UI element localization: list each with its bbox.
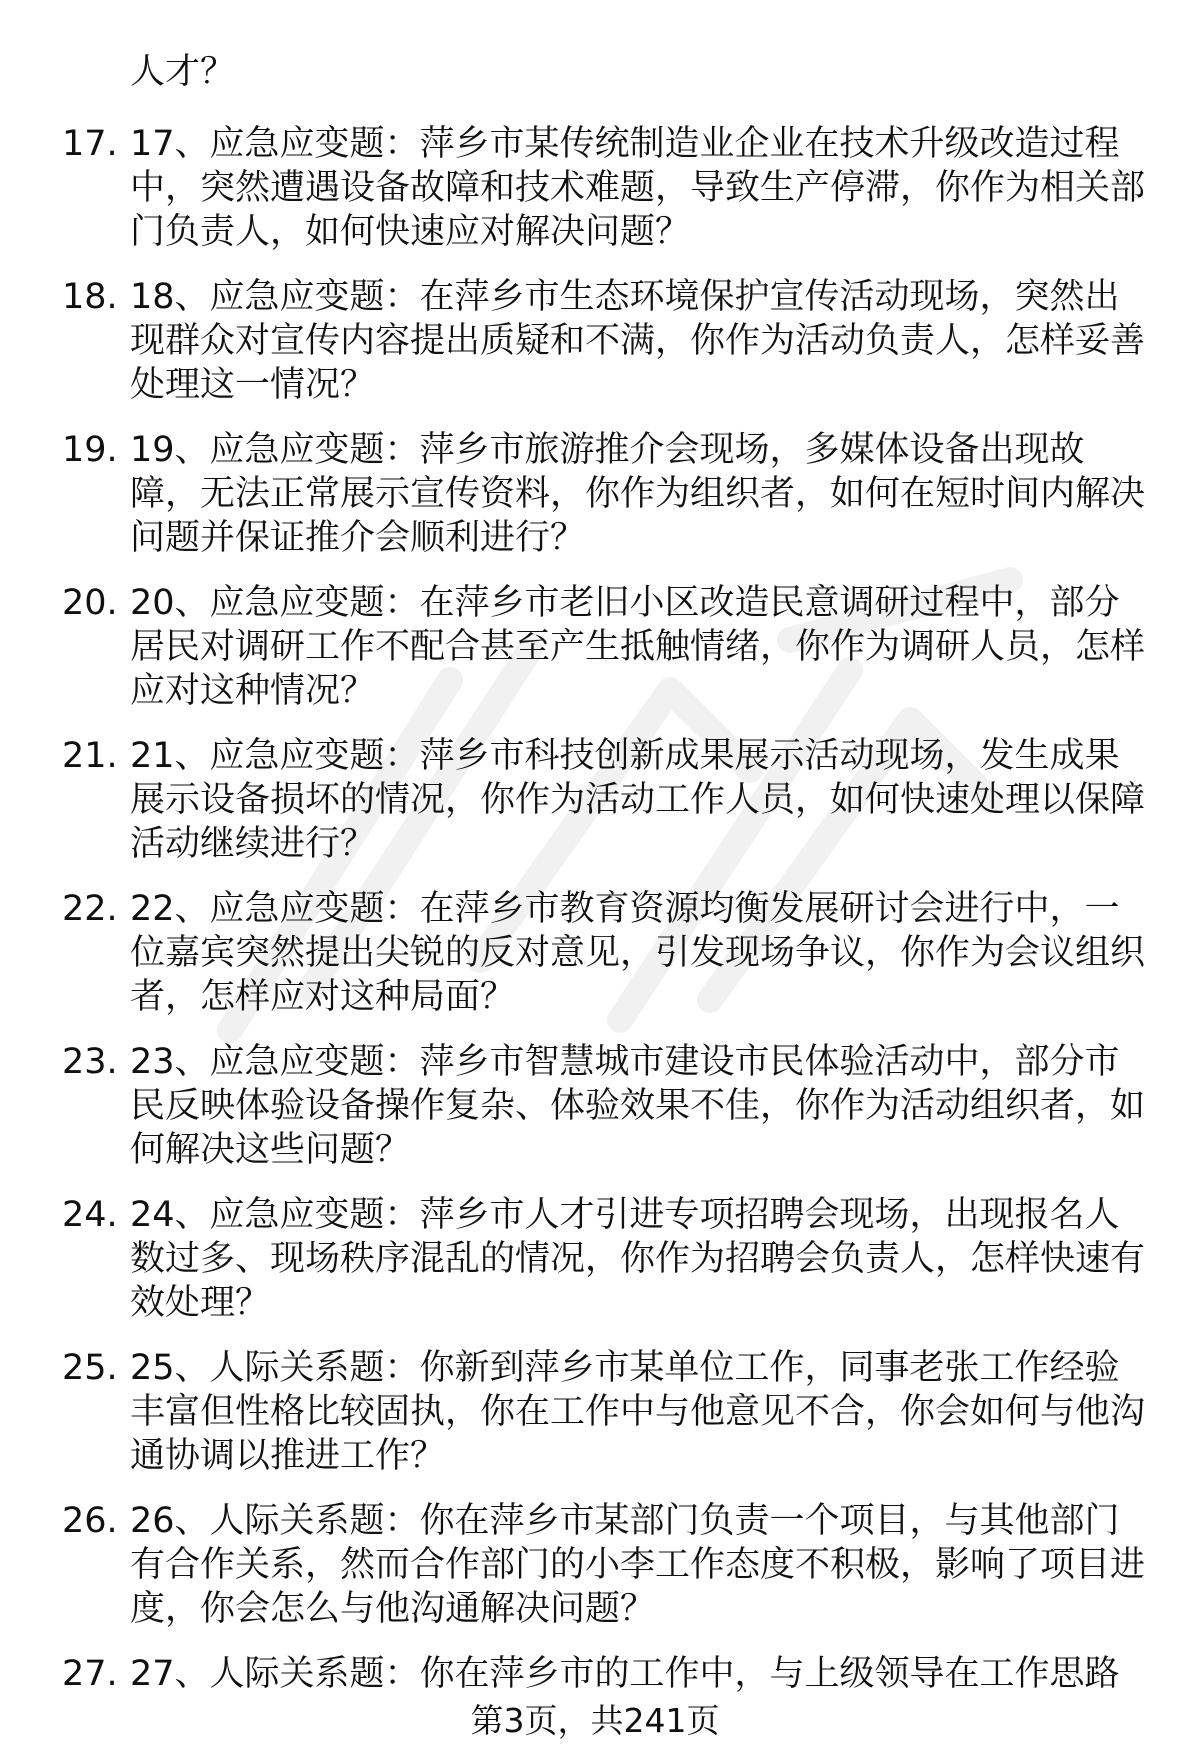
list-item [0,887,1190,1019]
list-item [0,428,1190,560]
question-number: 25. [62,1348,118,1388]
list-item [0,1193,1190,1325]
question-number: 18. [62,277,118,317]
list-item [0,122,1190,254]
question-number: 23. [62,1042,118,1082]
question-text: 21、应急应变题：萍乡市科技创新成果展示活动现场，发生成果展示设备损坏的情况，你作为活动工作人员，如何快速处理以保障活动继续进行？ [130,736,1146,864]
question-text: 27、人际关系题：你在萍乡市的工作中，与上级领导在工作思路 [130,1654,1120,1694]
question-number: 20. [62,583,118,623]
question-text: 24、应急应变题：萍乡市人才引进专项招聘会现场，出现报名人数过多、现场秩序混乱的情况，你作为招聘会负责人，怎样快速有效处理？ [130,1195,1146,1323]
question-number: 17. [62,124,118,164]
question-number: 22. [62,889,118,929]
list-item [0,1346,1190,1478]
question-list [0,122,1190,1717]
question-text: 22、应急应变题：在萍乡市教育资源均衡发展研讨会进行中，一位嘉宾突然提出尖锐的反对意见，引发现场争议，你作为会议组织者，怎样应对这种局面？ [130,889,1146,1017]
question-number: 19. [62,430,118,470]
list-item [0,734,1190,866]
question-number: 24. [62,1195,118,1235]
question-number: 26. [62,1501,118,1541]
question-text: 17、应急应变题：萍乡市某传统制造业企业在技术升级改造过程中，突然遭遇设备故障和技术难题，导致生产停滞，你作为相关部门负责人，如何快速应对解决问题？ [130,124,1146,252]
list-item [0,1652,1190,1696]
question-text: 25、人际关系题：你新到萍乡市某单位工作，同事老张工作经验丰富但性格比较固执，你在工作中与他意见不合，你会如何与他沟通协调以推进工作？ [130,1348,1146,1476]
question-text: 26、人际关系题：你在萍乡市某部门负责一个项目，与其他部门有合作关系，然而合作部门的小李工作态度不积极，影响了项目进度，你会怎么与他沟通解决问题？ [130,1501,1146,1629]
question-number: 27. [62,1654,118,1694]
question-text: 20、应急应变题：在萍乡市老旧小区改造民意调研过程中，部分居民对调研工作不配合甚至产生抵触情绪，你作为调研人员，怎样应对这种情况？ [130,583,1146,711]
question-text: 23、应急应变题：萍乡市智慧城市建设市民体验活动中，部分市民反映体验设备操作复杂、体验效果不佳，你作为活动组织者，如何解决这些问题？ [130,1042,1146,1170]
page-footer: 第3页，共241页 [470,1701,720,1740]
question-text: 18、应急应变题：在萍乡市生态环境保护宣传活动现场，突然出现群众对宣传内容提出质疑和不满，你作为活动负责人，怎样妥善处理这一情况？ [130,277,1146,405]
list-item [0,1499,1190,1631]
list-item [0,1040,1190,1172]
continued-question-text: 人才？ [130,52,236,92]
list-item [0,581,1190,713]
list-item [0,275,1190,407]
question-text: 19、应急应变题：萍乡市旅游推介会现场，多媒体设备出现故障，无法正常展示宣传资料，你作为组织者，如何在短时间内解决问题并保证推介会顺利进行？ [130,430,1146,558]
question-number: 21. [62,736,118,776]
